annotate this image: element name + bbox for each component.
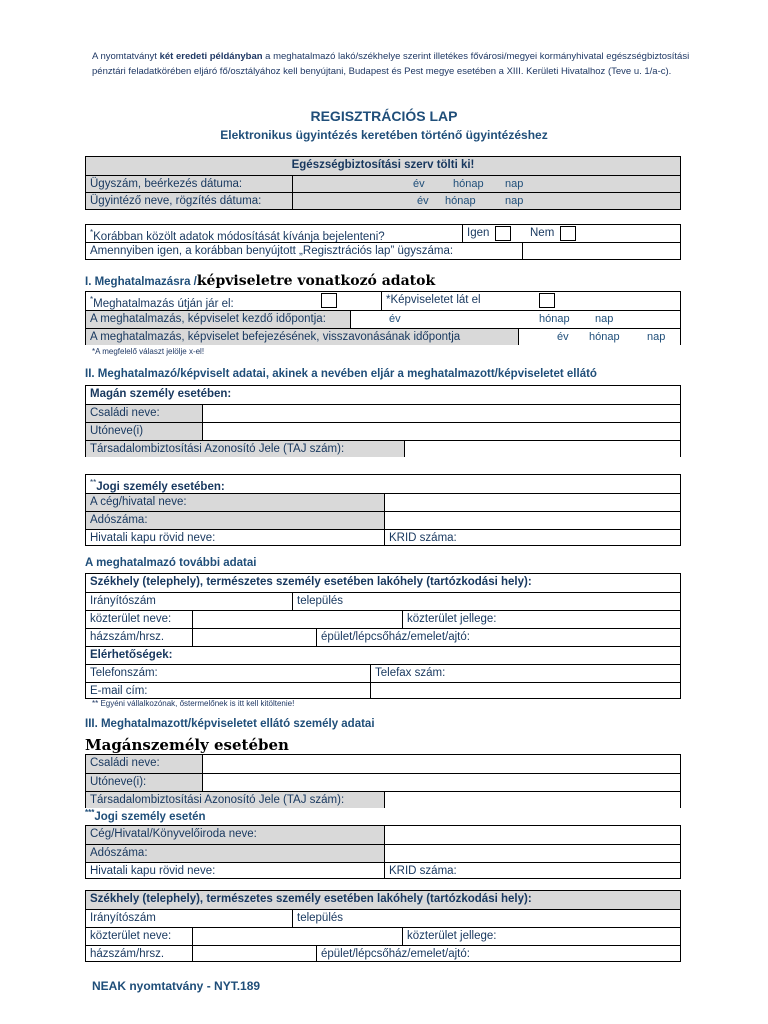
- agent-town-label: település: [292, 910, 680, 927]
- modification-question: *Korábban közölt adatok módosítását kívánja bejelenteni?: [90, 228, 385, 243]
- building-label: épület/lépcsőház/emelet/ajtó:: [316, 629, 680, 646]
- representation-label: *Képviseletet lát el: [381, 292, 541, 310]
- previous-case-row: [86, 242, 680, 259]
- month-label: hónap: [453, 178, 484, 190]
- authorization-label: *Meghatalmazás útján jár el:: [90, 295, 234, 310]
- agent-tax-row: [86, 844, 680, 862]
- company-row: [86, 493, 680, 511]
- end-date-row: [86, 328, 680, 345]
- agent-taj-label: Társadalombiztosítási Azonosító Jele (TAJ szám):: [90, 794, 345, 806]
- contacts-label: Elérhetőségek:: [90, 649, 173, 661]
- principal-legal-table: [85, 474, 681, 546]
- end-date-field[interactable]: [518, 329, 680, 345]
- start-date-label: A meghatalmazás, képviselet kezdő időpontja:: [90, 313, 326, 325]
- agent-taj-row: [86, 791, 680, 808]
- given-name-row: [86, 422, 680, 440]
- street-label: közterület neve:: [90, 613, 172, 625]
- further-data-note: ** Egyéni vállalkozónak, őstermelőnek is itt kell kitöltenie!: [92, 699, 295, 708]
- gateway-row: [86, 529, 680, 546]
- agent-house-field[interactable]: [192, 946, 316, 962]
- form-subtitle: Elektronikus ügyintézés keretében történő ügyintézéshez: [220, 128, 548, 142]
- agent-street-row: [86, 927, 680, 945]
- agent-gateway-row: [86, 862, 680, 879]
- year-label: év: [413, 178, 425, 190]
- house-field[interactable]: [192, 629, 316, 646]
- office-use-table: [85, 156, 681, 210]
- start-date-field[interactable]: [350, 311, 680, 328]
- agent-krid-label: KRID száma:: [384, 863, 680, 879]
- case-number-label: Ügyszám, beérkezés dátuma:: [90, 178, 243, 190]
- company-label: A cég/hivatal neve:: [90, 496, 187, 508]
- month-label: hónap: [589, 331, 620, 343]
- clerk-date-field[interactable]: [292, 193, 680, 209]
- agent-private-header: Magánszemély esetében: [85, 736, 289, 754]
- agent-street-type-label: közterület jellege:: [402, 928, 680, 945]
- agent-seat-label: Székhely (telephely), természetes személy esetében lakóhely (tartózkodási hely):: [90, 893, 532, 905]
- tax-label: Adószáma:: [90, 514, 148, 526]
- modification-table: [85, 224, 681, 260]
- month-label: hónap: [445, 195, 476, 207]
- fax-label: Telefax szám:: [370, 665, 680, 682]
- agent-gateway-label: Hivatali kapu rövid neve:: [90, 865, 216, 877]
- previous-case-field[interactable]: [522, 243, 680, 259]
- section-2-title: II. Meghatalmazó/képviselt adatai, akinek a nevében eljár a meghatalmazott/képviseletet ellátó: [85, 368, 597, 380]
- agent-given-label: Utóneve(i):: [90, 776, 147, 788]
- family-name-row: [86, 404, 680, 422]
- form-title: REGISZTRÁCIÓS LAP: [310, 108, 458, 124]
- email-field[interactable]: [370, 683, 680, 699]
- house-row: [86, 628, 680, 646]
- agent-family-field[interactable]: [202, 755, 680, 773]
- email-label: E-mail cím:: [90, 685, 148, 697]
- phone-row: [86, 664, 680, 682]
- nem-label: Nem: [530, 227, 555, 239]
- house-label: házszám/hrsz.: [90, 631, 165, 643]
- office-use-header-row: [86, 157, 680, 175]
- agent-tax-label: Adószáma:: [90, 847, 148, 859]
- zip-row: [86, 592, 680, 610]
- modification-question-row: [86, 225, 680, 243]
- start-date-row: [86, 310, 680, 328]
- town-label: település: [292, 593, 680, 610]
- street-row: [86, 610, 680, 628]
- office-row-case-number: [86, 175, 680, 192]
- section-3-title: III. Meghatalmazott/képviseletet ellátó személy adatai: [85, 718, 375, 730]
- legal-header-row: [86, 475, 680, 493]
- gateway-label: Hivatali kapu rövid neve:: [90, 532, 216, 544]
- agent-taj-field[interactable]: [384, 792, 680, 808]
- seat-label: Székhely (telephely), természetes személy esetében lakóhely (tartózkodási hely):: [90, 576, 532, 588]
- agent-house-row: [86, 945, 680, 962]
- agent-seat-row: [86, 891, 680, 909]
- section-1-note: *A megfelelő választ jelölje x-el!: [92, 347, 205, 356]
- office-use-header: Egészségbiztosítási szerv tölti ki!: [291, 159, 475, 171]
- day-label: nap: [647, 331, 666, 343]
- taj-row: [86, 440, 680, 457]
- day-label: nap: [505, 195, 524, 207]
- family-name-field[interactable]: [202, 405, 680, 422]
- further-data-table: [85, 573, 681, 699]
- private-header-row: [86, 386, 680, 404]
- day-label: nap: [505, 178, 524, 190]
- taj-field[interactable]: [404, 441, 680, 457]
- agent-house-label: házszám/hrsz.: [90, 948, 165, 960]
- agent-family-row: [86, 755, 680, 773]
- agent-legal-table: [85, 825, 681, 879]
- intro-text: A nyomtatványt két eredeti példányban a meghatalmazó lakó/székhelye szerint illetékes fővárosi/megyei kormányhivatal egészségbiztosítási pénztári feladatkörében eljáró fő/osztályához kell benyújtani, Budapest és Pest megye esetében a XIII. Kerületi Hivatalhoz (Teve u. 1/a-c).: [92, 51, 690, 77]
- igen-label: Igen: [462, 225, 506, 243]
- office-row-clerk: [86, 192, 680, 209]
- further-data-title: A meghatalmazó további adatai: [85, 557, 257, 569]
- representation-checkbox[interactable]: [539, 293, 555, 308]
- igen-checkbox[interactable]: [495, 226, 511, 241]
- previous-case-label: Amennyiben igen, a korábban benyújtott „Regisztrációs lap” ügyszáma:: [90, 245, 454, 257]
- year-label: év: [389, 313, 401, 325]
- agent-family-label: Családi neve:: [90, 757, 160, 769]
- section-1-title: I. Meghatalmazásra /képviseletre vonatkozó adatok: [85, 273, 436, 289]
- agent-legal-header: ***Jogi személy esetén: [85, 808, 206, 823]
- street-type-label: közterület jellege:: [402, 611, 680, 628]
- form-footer: NEAK nyomtatvány - NYT.189: [92, 979, 261, 993]
- agent-given-field[interactable]: [202, 774, 680, 791]
- given-name-label: Utóneve(i): [90, 425, 144, 437]
- authorization-type-row: [86, 292, 680, 310]
- authorization-checkbox[interactable]: [321, 293, 337, 308]
- agent-tax-field[interactable]: [384, 845, 680, 862]
- contacts-row: [86, 646, 680, 664]
- principal-private-table: [85, 385, 681, 457]
- zip-label: Irányítószám: [90, 595, 156, 607]
- clerk-label: Ügyintéző neve, rögzítés dátuma:: [90, 195, 262, 207]
- year-label: év: [417, 195, 429, 207]
- agent-zip-label: Irányítószám: [90, 912, 156, 924]
- tax-row: [86, 511, 680, 529]
- nem-checkbox[interactable]: [560, 226, 576, 241]
- street-field[interactable]: [192, 611, 402, 628]
- agent-given-row: [86, 773, 680, 791]
- email-row: [86, 682, 680, 699]
- legal-header: **Jogi személy esetében:: [90, 478, 225, 493]
- agent-company-label: Cég/Hivatal/Könyvelőiroda neve:: [90, 828, 257, 840]
- seat-row: [86, 574, 680, 592]
- agent-street-field[interactable]: [192, 928, 402, 945]
- company-field[interactable]: [384, 494, 680, 511]
- agent-company-field[interactable]: [384, 826, 680, 844]
- agent-private-table: [85, 754, 681, 808]
- phone-label: Telefonszám:: [90, 667, 158, 679]
- agent-company-row: [86, 826, 680, 844]
- case-number-date-field[interactable]: [292, 176, 680, 192]
- given-name-field[interactable]: [202, 423, 680, 440]
- authorization-table: [85, 291, 681, 345]
- krid-label: KRID száma:: [384, 530, 680, 546]
- tax-field[interactable]: [384, 512, 680, 529]
- agent-street-label: közterület neve:: [90, 930, 172, 942]
- agent-building-label: épület/lépcsőház/emelet/ajtó:: [316, 946, 680, 962]
- month-label: hónap: [539, 313, 570, 325]
- taj-label: Társadalombiztosítási Azonosító Jele (TAJ szám):: [90, 443, 345, 455]
- family-name-label: Családi neve:: [90, 407, 160, 419]
- year-label: év: [557, 331, 569, 343]
- end-date-label: A meghatalmazás, képviselet befejezésének, visszavonásának időpontja: [90, 331, 461, 343]
- private-header: Magán személy esetében:: [90, 388, 232, 400]
- agent-seat-table: [85, 890, 681, 962]
- agent-zip-row: [86, 909, 680, 927]
- day-label: nap: [595, 313, 614, 325]
